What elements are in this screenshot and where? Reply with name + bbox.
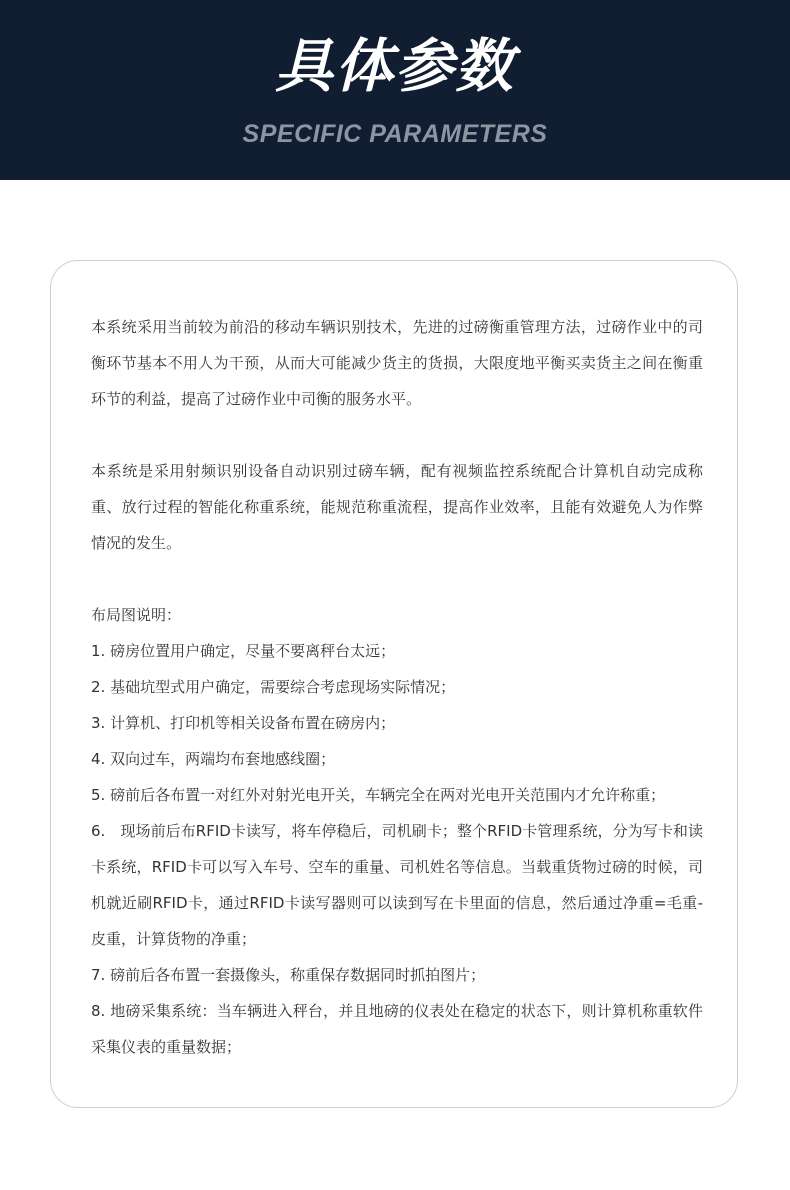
layout-item: 8. 地磅采集系统：当车辆进入秤台，并且地磅的仪表处在稳定的状态下，则计算机称重软件采集仪表的重量数据；: [91, 1002, 703, 1056]
layout-item: 2. 基础坑型式用户确定，需要综合考虑现场实际情况；: [91, 678, 456, 696]
intro-paragraph-1: 本系统采用当前较为前沿的移动车辆识别技术，先进的过磅衡重管理方法，过磅作业中的司衡环节基本不用人为干预，从而大可能减少货主的货损，大限度地平衡买卖货主之间在衡重环节的利益，提高了过磅作业中司衡的服务水平。: [91, 318, 703, 408]
page-subtitle: SPECIFIC PARAMETERS: [242, 120, 548, 148]
intro-paragraph-2: 本系统是采用射频识别设备自动识别过磅车辆，配有视频监控系统配合计算机自动完成称重、放行过程的智能化称重系统，能规范称重流程，提高作业效率，且能有效避免人为作弊情况的发生。: [91, 462, 703, 552]
paragraph-spacer: [91, 561, 703, 597]
paragraph-spacer: [91, 417, 703, 453]
header-banner: [0, 0, 790, 180]
content-card: [50, 260, 738, 1108]
layout-item: 5. 磅前后各布置一对红外对射光电开关，车辆完全在两对光电开关范围内才允许称重；: [91, 786, 666, 804]
layout-item: 7. 磅前后各布置一套摄像头，称重保存数据同时抓拍图片；: [91, 966, 486, 984]
layout-item: 6. 现场前后布RFID卡读写，将车停稳后，司机刷卡；整个RFID卡管理系统，分为写卡和读卡系统，RFID卡可以写入车号、空车的重量、司机姓名等信息。当载重货物过磅的时候，司机就近刷RFID卡，通过RFID卡读写器则可以读到写在卡里面的信息，然后通过净重=毛重-皮重，计算货物的净重；: [91, 822, 703, 948]
page-title: 具体参数: [274, 32, 515, 100]
content-body: [91, 309, 703, 1065]
layout-item: 4. 双向过车，两端均布套地感线圈；: [91, 750, 336, 768]
layout-item: 3. 计算机、打印机等相关设备布置在磅房内；: [91, 714, 396, 732]
layout-heading: 布局图说明：: [91, 606, 182, 624]
layout-item: 1. 磅房位置用户确定，尽量不要离秤台太远；: [91, 642, 396, 660]
